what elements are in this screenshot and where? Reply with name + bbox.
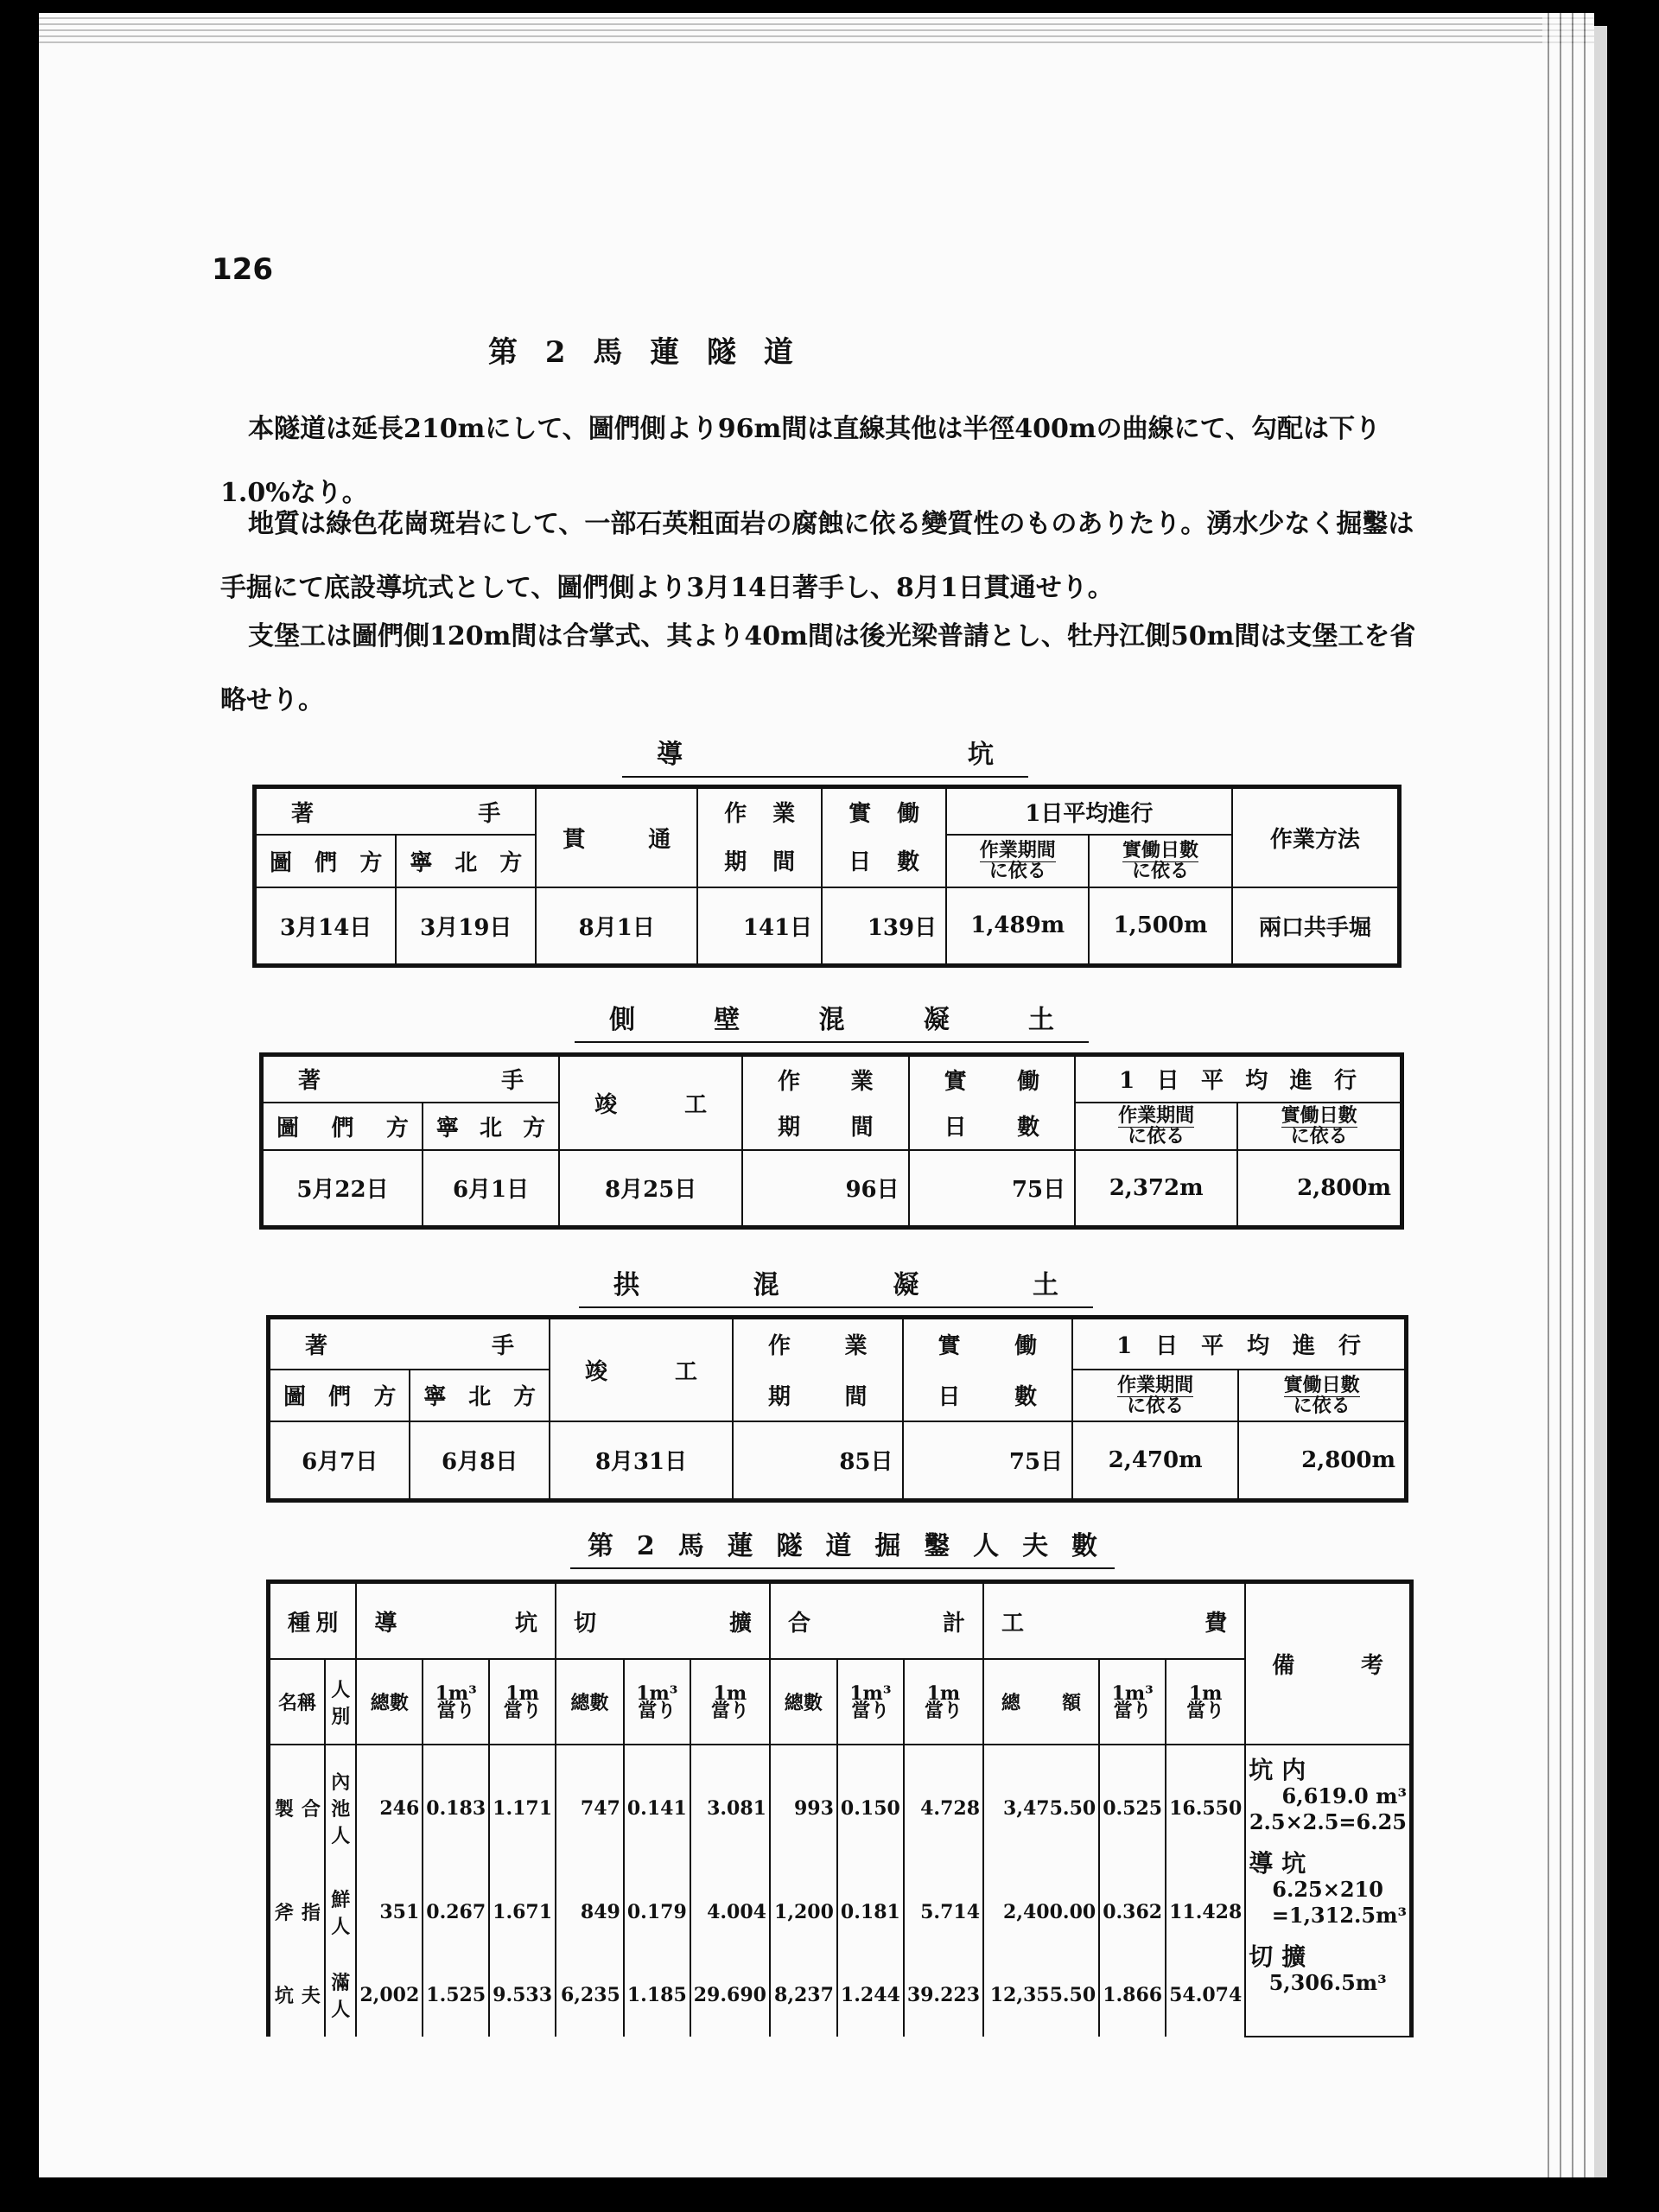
page-number: 126: [212, 252, 273, 287]
t1-cell-period: 141日: [697, 887, 822, 966]
t4-cell-total-count: 1,200: [770, 1871, 837, 1954]
t4-cell-cut-m3: 1.185: [624, 1954, 690, 2037]
t4-h-cut: 切擴: [556, 1582, 770, 1660]
t4-cell-total-m3: 0.150: [837, 1745, 904, 1871]
t1-h-north: 寧北方: [396, 835, 536, 887]
t1-h-period-1: 作業: [697, 787, 822, 836]
t3-cell-days: 75日: [903, 1421, 1073, 1501]
t4-cell-cost-amount: 3,475.50: [983, 1745, 1099, 1871]
t4-cell-cut-m: 3.081: [690, 1745, 770, 1871]
t4-h-total-m: 1m 當り: [904, 1659, 983, 1745]
t4-cell-total-m3: 0.181: [837, 1871, 904, 1954]
t4-cell-cost-m: 54.074: [1166, 1954, 1245, 2037]
t4-cell-cost-m3: 0.362: [1099, 1871, 1166, 1954]
t3-cell-north: 6月8日: [410, 1421, 550, 1501]
t4-cell-pilot-count: 2,002: [356, 1954, 423, 2037]
t1-h-period-2: 期間: [697, 835, 822, 887]
t4-cell-cost-m: 11.428: [1166, 1871, 1245, 1954]
t4-cell-cut-count: 747: [556, 1745, 624, 1871]
t4-h-cost: 工費: [983, 1582, 1245, 1660]
t4-cell-total-m: 5.714: [904, 1871, 983, 1954]
t4-cell-cost-m3: 1.866: [1099, 1954, 1166, 2037]
t4-h-total: 合計: [770, 1582, 983, 1660]
remark-line-2: 6,619.0 m³: [1281, 1783, 1407, 1809]
t4-cell-cost-amount: 12,355.50: [983, 1954, 1099, 2037]
t3-cell-by-days: 2,800m: [1238, 1421, 1406, 1501]
t4-h-cut-m: 1m 當り: [690, 1659, 770, 1745]
t2-cell-done: 8月25日: [559, 1150, 742, 1228]
remark-line-3: 2.5×2.5=6.25: [1249, 1809, 1407, 1835]
t4-cell-name-1: 斧: [269, 1871, 298, 1954]
t2-cell-north: 6月1日: [423, 1150, 559, 1228]
t4-h-cost-m3: 1m³ 當り: [1099, 1659, 1166, 1745]
t4-cell-total-count: 993: [770, 1745, 837, 1871]
remark-line-8: 5,306.5m³: [1268, 1970, 1387, 1996]
t4-cell-pilot-m: 1.671: [489, 1871, 556, 1954]
t4-cell-cut-m3: 0.141: [624, 1745, 690, 1871]
table-row: [269, 1871, 1412, 1954]
t3-h-period-2: 期間: [733, 1370, 903, 1421]
t4-h-cost-m: 1m 當り: [1166, 1659, 1245, 1745]
t2-cell-by-period: 2,372m: [1075, 1150, 1237, 1228]
t4-remarks: [1245, 1745, 1411, 2037]
t1-cell-north: 3月19日: [396, 887, 536, 966]
t4-h-pilot: 導坑: [356, 1582, 556, 1660]
t4-h-remark: 備考: [1245, 1582, 1411, 1745]
table-row: [269, 1745, 1412, 1871]
t4-h-name: 名稱: [269, 1659, 326, 1745]
t2-cell-by-days: 2,800m: [1237, 1150, 1402, 1228]
t3-h-avg: 1日平均進行: [1072, 1318, 1406, 1370]
table4-caption: 第2馬蓮隧道掘鑿人夫數: [570, 1524, 1115, 1569]
table1: [252, 785, 1402, 968]
t3-h-done: 竣工: [550, 1318, 733, 1421]
t2-h-by-days: 實働日數 に依る: [1237, 1103, 1402, 1150]
t4-cell-name-1: 製: [269, 1745, 298, 1871]
table4: [266, 1580, 1414, 2037]
table-row: [269, 1954, 1412, 2037]
t1-cell-tumen: 3月14日: [255, 887, 397, 966]
t4-h-cut-count: 總數: [556, 1659, 624, 1745]
table3: [266, 1315, 1408, 1503]
remark-line-4: 導坑: [1249, 1849, 1315, 1878]
table2-caption: 側壁混凝土: [575, 998, 1089, 1043]
t2-cell-tumen: 5月22日: [262, 1150, 423, 1228]
table1-caption: 導坑: [622, 733, 1028, 778]
t3-cell-done: 8月31日: [550, 1421, 733, 1501]
t1-h-avg: 1日平均進行: [946, 787, 1232, 836]
t1-h-method: 作業方法: [1232, 787, 1400, 887]
t3-h-days-1: 實働: [903, 1318, 1073, 1370]
t1-cell-by-days: 1,500m: [1089, 887, 1231, 966]
paragraph-2: 地質は綠色花崗斑岩にして、一部石英粗面岩の腐蝕に依る變質性のものありたり。湧水少なく掘鑿は手掘にて底設導坑式として、圖們側より3月14日著手し、8月1日貫通せり。: [220, 509, 1414, 603]
t4-h-cut-m3: 1m³ 當り: [624, 1659, 690, 1745]
t1-h-days-2: 日數: [822, 835, 946, 887]
t4-cell-name-2: 合: [298, 1745, 325, 1871]
t4-cell-pilot-count: 246: [356, 1745, 423, 1871]
t1-h-by-days: 實働日數 に依る: [1089, 835, 1231, 887]
table2: [259, 1052, 1404, 1230]
t4-h-person: 人別: [325, 1659, 356, 1745]
section-title: 第 2 馬 蓮 隧 道: [488, 335, 802, 370]
t3-h-by-days: 實働日數 に依る: [1238, 1370, 1406, 1421]
t4-cell-total-count: 8,237: [770, 1954, 837, 2037]
t4-cell-cut-m: 4.004: [690, 1871, 770, 1954]
t2-h-avg: 1日平均進行: [1075, 1055, 1402, 1103]
t3-h-by-period: 作業期間 に依る: [1072, 1370, 1238, 1421]
t4-cell-name-1: 坑: [269, 1954, 298, 2037]
t4-cell-pilot-m: 1.171: [489, 1745, 556, 1871]
t4-cell-cut-m: 29.690: [690, 1954, 770, 2037]
t4-cell-total-m: 4.728: [904, 1745, 983, 1871]
t1-cell-days: 139日: [822, 887, 946, 966]
t4-cell-total-m: 39.223: [904, 1954, 983, 2037]
page-stack-edge: [1542, 13, 1594, 2177]
t3-cell-by-period: 2,470m: [1072, 1421, 1238, 1501]
t4-cell-cost-m3: 0.525: [1099, 1745, 1166, 1871]
t2-h-tumen: 圖們方: [262, 1103, 423, 1150]
t1-cell-through: 8月1日: [536, 887, 697, 966]
t4-body: [269, 1745, 1412, 2037]
t4-cell-person: 內池人: [325, 1745, 356, 1871]
paragraph-3: 支堡工は圖們側120m間は合掌式、其より40m間は後光梁普請とし、牡丹江側50m間は支堡工を省略せり。: [220, 621, 1416, 715]
t2-h-days-1: 實働: [909, 1055, 1075, 1103]
t4-cell-pilot-m3: 1.525: [423, 1954, 489, 2037]
t1-cell-by-period: 1,489m: [946, 887, 1089, 966]
t2-h-period-2: 期間: [742, 1103, 908, 1150]
t4-h-cost-amount: 總額: [983, 1659, 1099, 1745]
t2-h-done: 竣工: [559, 1055, 742, 1150]
t1-h-by-period: 作業期間 に依る: [946, 835, 1089, 887]
t4-h-total-count: 總數: [770, 1659, 837, 1745]
t2-h-start: 著手: [262, 1055, 560, 1103]
t3-h-north: 寧北方: [410, 1370, 550, 1421]
t4-h-pilot-m3: 1m³ 當り: [423, 1659, 489, 1745]
t4-cell-cost-amount: 2,400.00: [983, 1871, 1099, 1954]
table3-caption: 拱混凝土: [579, 1263, 1093, 1308]
t4-cell-cut-count: 6,235: [556, 1954, 624, 2037]
t4-cell-pilot-m3: 0.267: [423, 1871, 489, 1954]
page-top-edge: [39, 13, 1594, 48]
t4-h-pilot-count: 總數: [356, 1659, 423, 1745]
t4-cell-pilot-count: 351: [356, 1871, 423, 1954]
t4-cell-name-2: 指: [298, 1871, 325, 1954]
t3-cell-period: 85日: [733, 1421, 903, 1501]
t4-cell-pilot-m3: 0.183: [423, 1745, 489, 1871]
t1-h-days-1: 實働: [822, 787, 946, 836]
t3-h-start: 著手: [269, 1318, 550, 1370]
t4-h-total-m3: 1m³ 當り: [837, 1659, 904, 1745]
t2-h-period-1: 作業: [742, 1055, 908, 1103]
t1-cell-method: 兩口共手堀: [1232, 887, 1400, 966]
t4-h-pilot-m: 1m 當り: [489, 1659, 556, 1745]
t4-cell-cut-m3: 0.179: [624, 1871, 690, 1954]
t3-h-period-1: 作業: [733, 1318, 903, 1370]
t4-cell-name-2: 夫: [298, 1954, 325, 2037]
t2-cell-days: 75日: [909, 1150, 1075, 1228]
t4-cell-cost-m: 16.550: [1166, 1745, 1245, 1871]
remark-line-5: 6.25×210: [1272, 1877, 1383, 1903]
t2-h-days-2: 日數: [909, 1103, 1075, 1150]
t4-cell-person: 滿人: [325, 1954, 356, 2037]
t2-h-by-period: 作業期間 に依る: [1075, 1103, 1237, 1150]
t3-cell-tumen: 6月7日: [269, 1421, 410, 1501]
t4-cell-total-m3: 1.244: [837, 1954, 904, 2037]
t2-h-north: 寧北方: [423, 1103, 559, 1150]
t4-cell-pilot-m: 9.533: [489, 1954, 556, 2037]
t3-h-days-2: 日數: [903, 1370, 1073, 1421]
t4-cell-cut-count: 849: [556, 1871, 624, 1954]
remark-line-6: =1,312.5m³: [1271, 1903, 1407, 1929]
remark-line-1: 坑内: [1249, 1756, 1315, 1785]
t1-h-start: 著手: [255, 787, 537, 836]
t3-h-tumen: 圖們方: [269, 1370, 410, 1421]
t4-cell-person: 鮮人: [325, 1871, 356, 1954]
t4-h-kind: 種別: [269, 1582, 357, 1660]
t2-cell-period: 96日: [742, 1150, 908, 1228]
t1-h-tumen: 圖們方: [255, 835, 397, 887]
t1-h-through: 貫通: [536, 787, 697, 887]
remark-line-7: 切擴: [1249, 1942, 1315, 1972]
paragraph-1: 本隧道は延長210mにして、圖們側より96m間は直線其他は半徑400mの曲線にて、勾配は下り1.0%なり。: [220, 414, 1382, 508]
